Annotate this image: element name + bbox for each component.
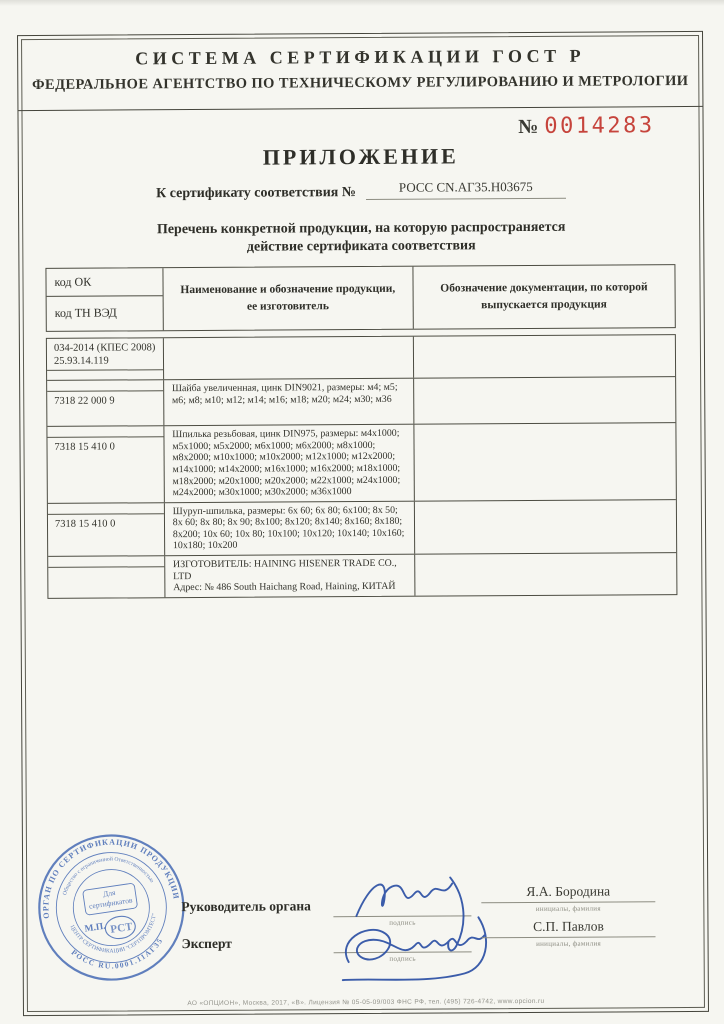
code-value: 7318 15 410 0 <box>54 518 116 530</box>
header-band <box>18 32 702 111</box>
cell-docs <box>414 423 676 500</box>
certificate-reference-label: К сертификату соответствия № <box>156 185 356 202</box>
stamp-center-name-text: ЦЕНТР СЕРТИФИКАЦИИ "СЕРТПРОМТЕСТ" <box>68 913 158 955</box>
cell-product <box>164 337 414 380</box>
signature-caption-2: подпись <box>389 954 416 963</box>
code-divider <box>48 556 164 568</box>
code-value: 7318 22 000 9 <box>54 395 115 408</box>
head-name: Я.А. Бородина <box>526 883 611 900</box>
code-value: 034-2014 (КПЕС 2008) 25.93.14.119 <box>47 338 163 371</box>
cell-docs <box>415 500 677 554</box>
expert-name: С.П. Павлов <box>533 918 604 934</box>
stamp-outer-top-text: ОРГАН ПО СЕРТИФИКАЦИИ ПРОДУКЦИИ <box>41 837 181 920</box>
code-divider <box>47 426 163 438</box>
number-sign: № <box>518 115 539 139</box>
table-row <box>47 335 675 381</box>
products-table <box>45 264 677 599</box>
code-divider <box>47 380 163 392</box>
stamp-rst-logo: РСТ <box>109 920 134 936</box>
table-row <box>48 553 676 598</box>
expert-name-caption: инициалы, фамилия <box>536 939 602 948</box>
stamp-center-line1: Для <box>102 887 116 899</box>
appendix-title: ПРИЛОЖЕНИЕ <box>262 143 459 170</box>
form-number-value: 0014283 <box>544 113 655 139</box>
head-name-caption: инициалы, фамилия <box>535 904 601 913</box>
table-row <box>47 377 675 427</box>
certificate-reference <box>19 178 703 206</box>
stamp-registry-number: РОСС RU.0001.11АГ35 <box>69 935 165 971</box>
signature-caption-1: подпись <box>389 918 416 927</box>
system-title: СИСТЕМА СЕРТИФИКАЦИИ ГОСТ Р <box>135 45 586 69</box>
table-body <box>46 334 678 599</box>
code-value <box>48 567 164 573</box>
cell-product: Шпилька резьбовая, цинк DIN975, размеры: м4х1000; м5х1000; м5х2000; м6х1000; м6х2000; м8х1000; м8х2000; м10х1000; м10х2000; м12х1000; м12х2000; м14х1000; м14х2000; м16х1000; м16х2000; м18х1000; м18х2000; м20х1000; м20х2000; м22х1000; м24х1000; м24х2000; м30х1000; м30х2000; м36х1000 <box>164 425 414 502</box>
table-row <box>48 500 676 557</box>
certificate-number: РОСС CN.АГ35.H03675 <box>366 179 566 200</box>
certificate-frame <box>17 31 709 1016</box>
stamp-center-line2: сертификатов <box>88 895 133 911</box>
role-head-of-body: Руководитель органа <box>181 898 311 915</box>
print-shop-imprint: АО «ОПЦИОН», Москва, 2017, «В». Лицензия № 05-05-09/003 ФНС РФ, тел. (495) 726-4742, www.opcion.ru <box>187 997 545 1008</box>
certification-body-stamp <box>29 825 194 990</box>
table-header <box>45 264 675 332</box>
header-code-ok: код ОК <box>46 268 162 297</box>
stamp-mp-mark: М.П. <box>83 921 107 935</box>
head-name-line <box>481 901 655 903</box>
cell-code <box>48 503 165 556</box>
header-col-codes <box>46 268 163 331</box>
cell-code <box>48 556 165 597</box>
cell-product: Шуруп-шпилька, размеры: 6х 60; 6х 80; 6х100; 8х 50; 8х 60; 8х 80; 8х 90; 8х100; 8х120; 8х140; 8х160; 8х180; 8х200; 10х 60; 10х 80; 10х100; 10х120; 10х140; 10х160; 10х180; 10х200 <box>165 501 415 555</box>
header-code-tnved: код ТН ВЭД <box>54 305 117 320</box>
role-expert: Эксперт <box>181 935 232 952</box>
table-row <box>47 423 675 503</box>
cell-code <box>47 380 164 426</box>
header-col-docs: Обозначение документации, по которой выпускается продукция <box>440 281 648 312</box>
expert-name-line <box>482 936 656 938</box>
header-col-product: Наименование и обозначение продукции, ее изготовитель <box>163 267 413 331</box>
code-divider <box>48 503 164 515</box>
code-divider <box>47 370 163 380</box>
code-value: 7318 15 410 0 <box>54 441 115 454</box>
list-subtitle: Перечень конкретной продукции, на которую распространяется действие сертификата соответствия <box>156 219 566 255</box>
stamp-seal-icon <box>29 825 194 990</box>
scan-edge-shadow <box>0 0 724 6</box>
cell-product: ИЗГОТОВИТЕЛЬ: HAINING HISENER TRADE CO., LTD Адрес: № 486 South Haichang Road, Haining, КИТАЙ <box>165 555 415 597</box>
stamp-company-type-text: Общество с ограниченной Ответственностью <box>62 856 155 896</box>
cell-docs <box>414 335 676 378</box>
cell-docs <box>414 377 676 424</box>
cell-docs <box>415 553 677 595</box>
cell-code <box>47 338 164 380</box>
form-number <box>518 113 654 139</box>
agency-title: ФЕДЕРАЛЬНОЕ АГЕНТСТВО ПО ТЕХНИЧЕСКОМУ РЕГУЛИРОВАНИЮ И МЕТРОЛОГИИ <box>32 73 689 94</box>
cell-product: Шайба увеличенная, цинк DIN9021, размеры: м4; м5; м6; м8; м10; м12; м14; м16; м18; м20; м24; м30; м36 <box>164 379 414 426</box>
cell-code <box>47 426 164 502</box>
